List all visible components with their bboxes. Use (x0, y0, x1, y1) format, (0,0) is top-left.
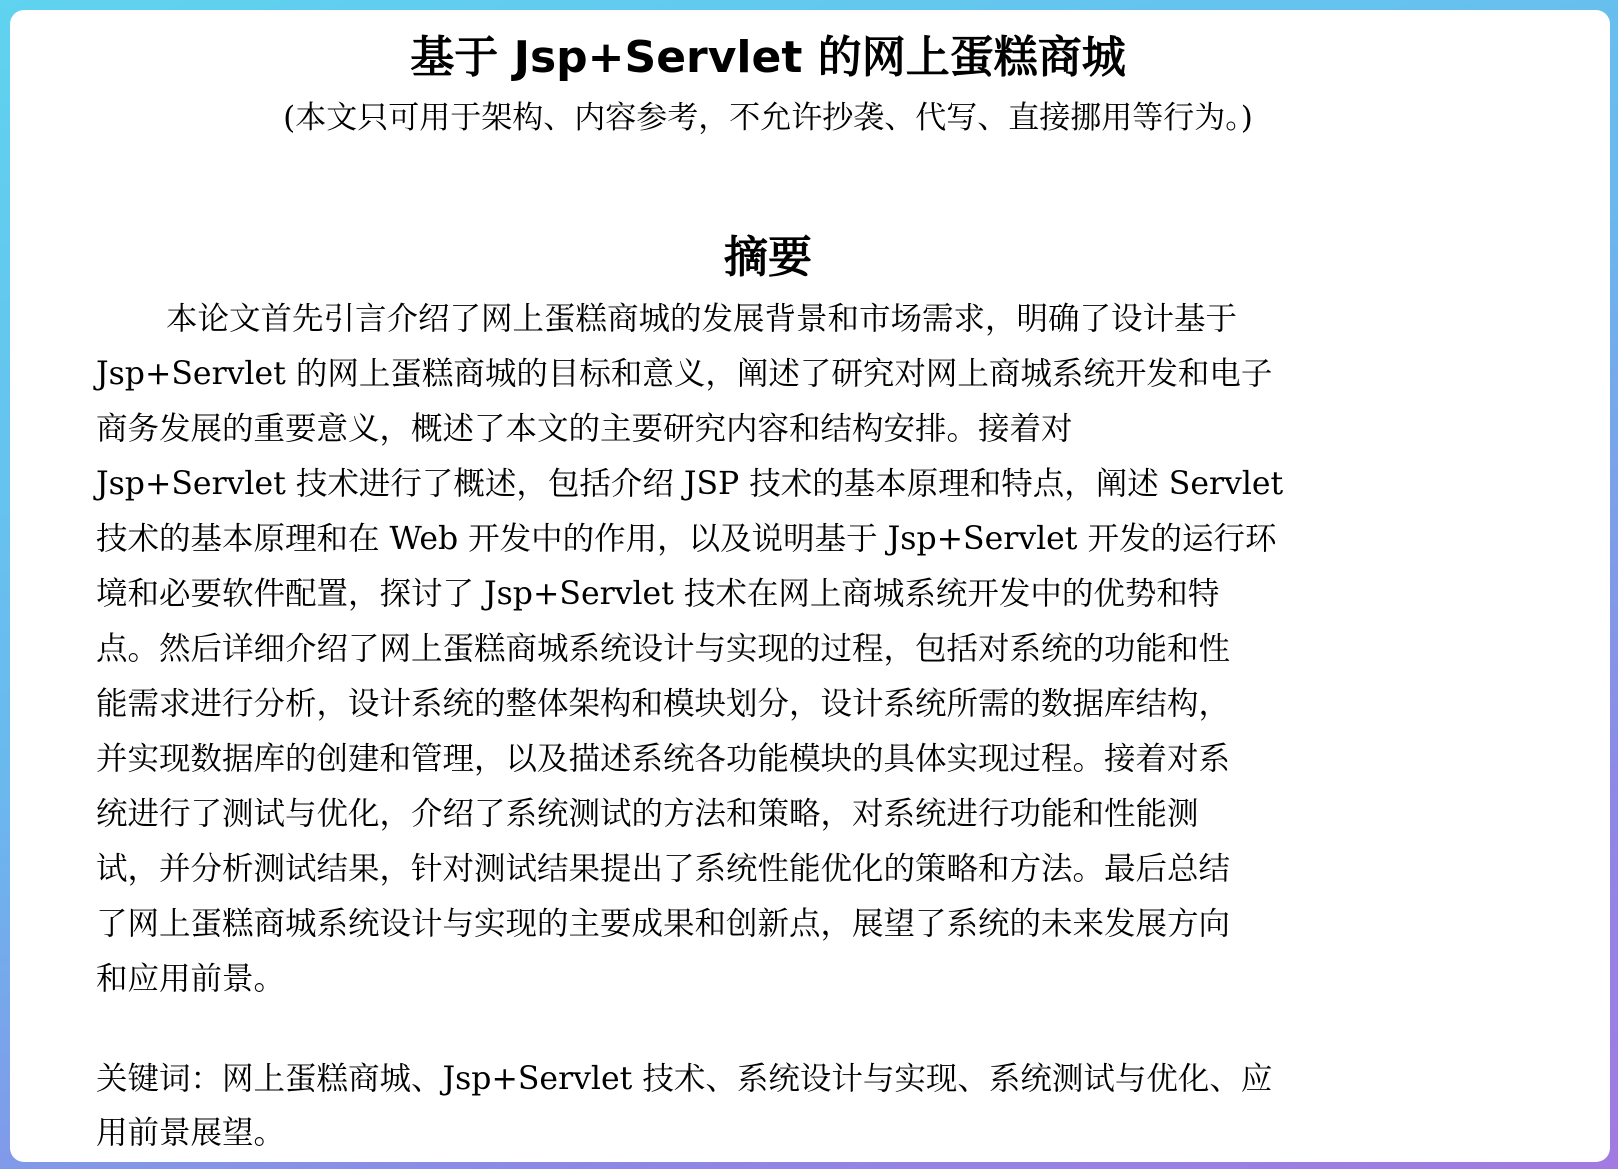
document-subtitle: (本文只可用于架构、内容参考，不允许抄袭、代写、直接挪用等行为。) (283, 100, 1253, 136)
abstract-line: 本论文首先引言介绍了网上蛋糕商城的发展背景和市场需求，明确了设计基于 (166, 301, 1238, 337)
abstract-line: Jsp+Servlet 的网上蛋糕商城的目标和意义，阐述了研究对网上商城系统开发和电子 (96, 356, 1273, 392)
abstract-line: 并实现数据库的创建和管理，以及描述系统各功能模块的具体实现过程。接着对系 (96, 741, 1231, 777)
abstract-line: 境和必要软件配置，探讨了 Jsp+Servlet 技术在网上商城系统开发中的优势和特 (96, 576, 1220, 612)
abstract-line: 统进行了测试与优化，介绍了系统测试的方法和策略，对系统进行功能和性能测 (96, 796, 1199, 832)
document-page (10, 10, 1610, 1162)
abstract-line: 能需求进行分析，设计系统的整体架构和模块划分，设计系统所需的数据库结构， (96, 686, 1231, 722)
abstract-line: 商务发展的重要意义，概述了本文的主要研究内容和结构安排。接着对 (96, 411, 1073, 447)
abstract-line: 和应用前景。 (96, 961, 286, 997)
keywords-line: 用前景展望。 (96, 1115, 286, 1151)
keywords-paragraph (96, 1052, 1436, 1160)
abstract-line: 技术的基本原理和在 Web 开发中的作用，以及说明基于 Jsp+Servlet 开发的运行环 (96, 521, 1277, 557)
abstract-body (96, 292, 1436, 1007)
abstract-line: 点。然后详细介绍了网上蛋糕商城系统设计与实现的过程，包括对系统的功能和性 (96, 631, 1231, 667)
keywords-line: 关键词：网上蛋糕商城、Jsp+Servlet 技术、系统设计与实现、系统测试与优化、应 (96, 1061, 1273, 1097)
abstract-line: Jsp+Servlet 技术进行了概述，包括介绍 JSP 技术的基本原理和特点，阐述 Servlet (96, 466, 1284, 502)
abstract-line: 试，并分析测试结果，针对测试结果提出了系统性能优化的策略和方法。最后总结 (96, 851, 1231, 887)
abstract-line: 了网上蛋糕商城系统设计与实现的主要成果和创新点，展望了系统的未来发展方向 (96, 906, 1231, 942)
document-title: 基于 Jsp+Servlet 的网上蛋糕商城 (410, 32, 1126, 83)
abstract-heading: 摘要 (724, 232, 812, 283)
